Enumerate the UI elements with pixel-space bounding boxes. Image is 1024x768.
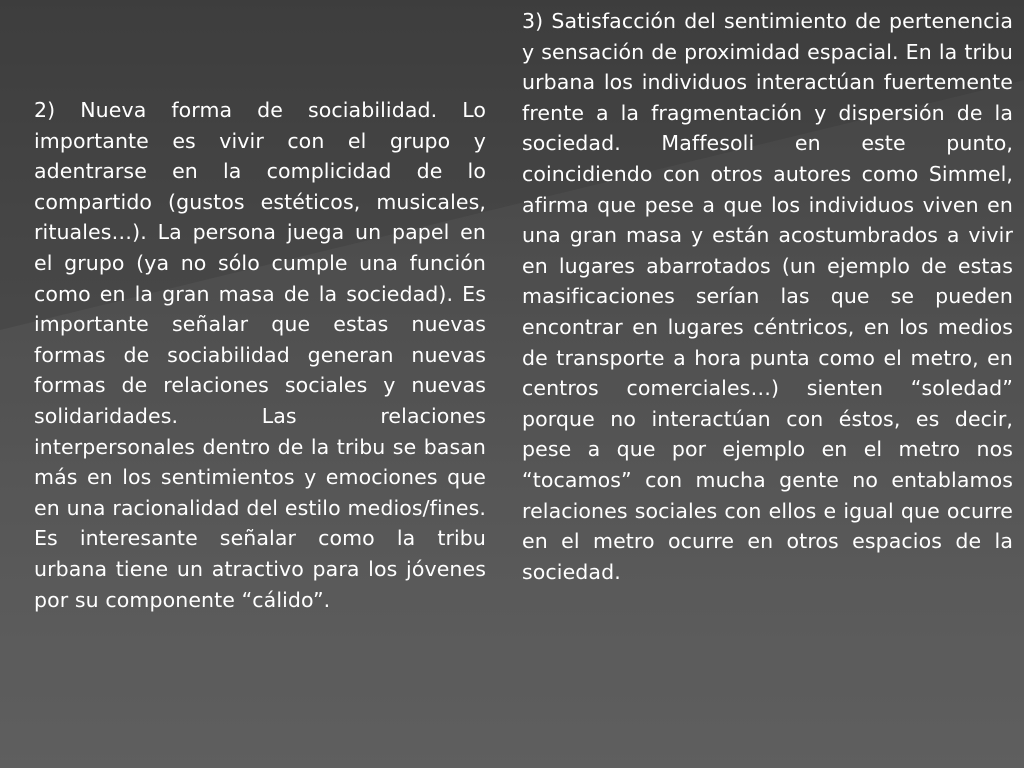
left-paragraph: 2) Nueva forma de sociabilidad. Lo importante es vivir con el grupo y adentrarse en la complicidad de lo compartido (gustos estéticos, musicales, rituales…). La persona juega un papel en el grupo (ya no sólo cumple una función como en la gran masa de la sociedad). Es importante señalar que estas nuevas formas de sociabilidad generan nuevas formas de relaciones sociales y nuevas solidaridades. Las relaciones interpersonales dentro de la tribu se basan más en los sentimientos y emociones que en una racionalidad del estilo medios/fines. Es interesante señalar como la tribu urbana tiene un atractivo para los jóvenes por su componente “cálido”.	[34, 98, 486, 612]
right-paragraph: 3) Satisfacción del sentimiento de pertenencia y sensación de proximidad espacial. En la tribu urbana los individuos interactúan fuertemente frente a la fragmentación y dispersión de la sociedad. Maffesoli en este punto, coincidiendo con otros autores como Simmel, afirma que pese a que los individuos viven en una gran masa y están acostumbrados a vivir en lugares abarrotados (un ejemplo de estas masificaciones serían las que se pueden encontrar en lugares céntricos, en los medios de transporte a hora punta como el metro, en centros comerciales…) sienten “soledad” porque no interactúan con éstos, es decir, pese a que por ejemplo en el metro nos “tocamos” con mucha gente no entablamos relaciones sociales con ellos e igual que ocurre en el metro ocurre en otros espacios de la sociedad.	[522, 9, 1013, 584]
